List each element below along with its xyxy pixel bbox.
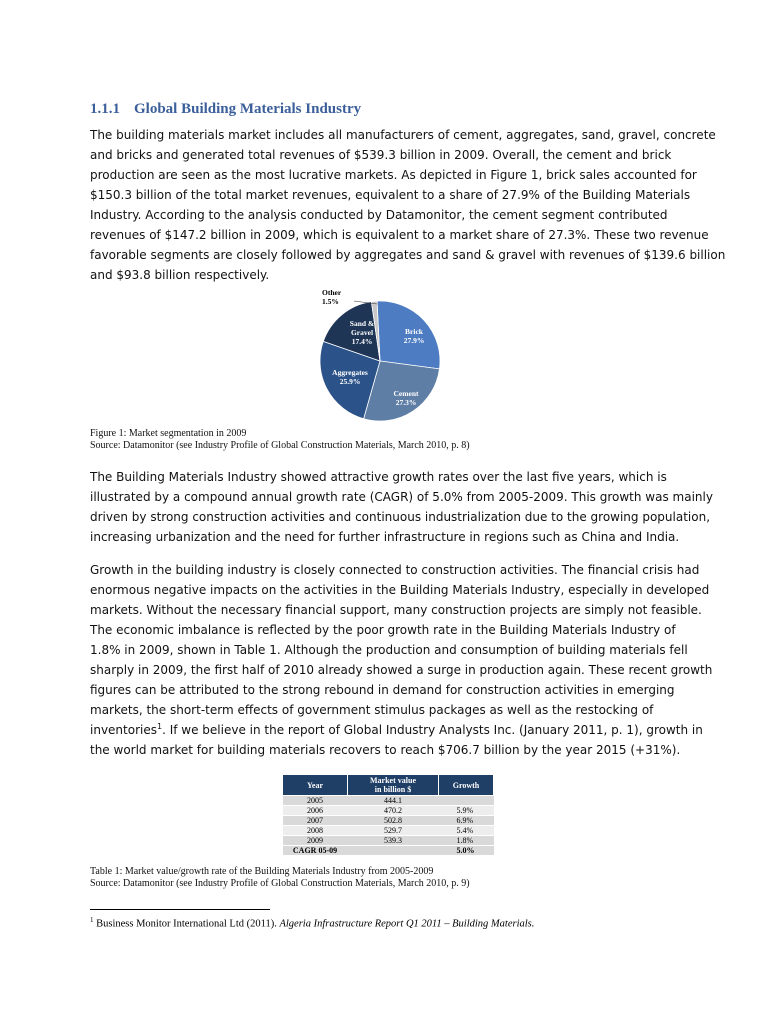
inventories-word: inventories	[90, 723, 157, 737]
footnote-divider	[90, 909, 270, 910]
table-cell-cagr-label: CAGR 05-09	[283, 846, 348, 856]
text-line: The economic imbalance is reflected by the poor growth rate in the Building Materials Industry of	[90, 623, 676, 637]
table-caption-title: Table 1: Market value/growth rate of the Building Materials Industry from 2005-2009	[90, 866, 434, 877]
table-header-growth: Growth	[439, 775, 494, 796]
footnote-mark: 1	[90, 916, 94, 924]
pie-label-sand-gravel-name-1: Sand &	[349, 319, 375, 328]
table-row	[283, 816, 494, 826]
text-line: markets. Without the necessary financial support, many construction projects are simply not feasible.	[90, 603, 702, 617]
text-line: illustrated by a compound annual growth rate (CAGR) of 5.0% from 2005-2009. This growth was mainly	[90, 490, 713, 504]
text-line: favorable segments are closely followed by aggregates and sand & gravel with revenues of $139.6 billion	[90, 248, 726, 262]
table-caption	[90, 866, 470, 890]
section-number: 1.1.1	[90, 101, 120, 117]
text-line: revenues of $147.2 billion in 2009, which is equivalent to a market share of 27.3%. These two revenue	[90, 228, 709, 242]
text-line: increasing urbanization and the need for further infrastructure in regions such as China and India.	[90, 530, 680, 544]
table-caption-source: Source: Datamonitor (see Industry Profile of Global Construction Materials, March 2010, p. 9)	[90, 878, 470, 889]
table-cell-growth: 5.9%	[439, 806, 494, 816]
table-cell-value: 502.8	[348, 816, 439, 826]
pie-label-cement-value: 27.3%	[395, 398, 417, 407]
table-header-market-value: Market value in billion $	[348, 775, 439, 796]
paragraph-financial-crisis	[90, 560, 713, 760]
pie-label-other-name: Other	[322, 288, 342, 297]
text-line: and bricks and generated total revenues of $539.3 billion in 2009. Overall, the cement and brick	[90, 148, 672, 162]
footnote-title: Algeria Infrastructure Report Q1 2011 – Building Materials.	[279, 918, 535, 930]
figure-caption-title: Figure 1: Market segmentation in 2009	[90, 428, 247, 439]
section-heading	[90, 101, 361, 118]
paragraph-market-overview	[90, 125, 726, 285]
table-cell-cagr-growth: 5.0%	[439, 846, 494, 856]
text-line: sharply in 2009, the first half of 2010 already showed a surge in production again. These recent growth	[90, 663, 713, 677]
text-line: enormous negative impacts on the activities in the Building Materials Industry, especially in developed	[90, 583, 710, 597]
table-cell-year: 2005	[283, 796, 348, 806]
text-line: Growth in the building industry is closely connected to construction activities. The financial crisis had	[90, 563, 700, 577]
pie-label-cement-name: Cement	[393, 389, 419, 398]
text-line: $150.3 billion of the total market revenues, equivalent to a share of 27.9% of the Building Materials	[90, 188, 691, 202]
text-line	[90, 720, 703, 740]
pie-label-other-value: 1.5%	[322, 297, 339, 306]
table-cell-value: 470.2	[348, 806, 439, 816]
figure-caption	[90, 428, 470, 452]
table-row	[283, 826, 494, 836]
table-cell-year: 2008	[283, 826, 348, 836]
market-value-table	[282, 774, 494, 856]
table-cell-year: 2007	[283, 816, 348, 826]
text-line: 1.8% in 2009, shown in Table 1. Although the production and consumption of building materials fell	[90, 643, 688, 657]
table-cell-value: 529.7	[348, 826, 439, 836]
text-line: figures can be attributed to the strong rebound in demand for construction activities in emerging	[90, 683, 675, 697]
table-row	[283, 796, 494, 806]
text-line: driven by strong construction activities and continuous industrialization due to the growing population,	[90, 510, 711, 524]
pie-label-sand-gravel-name-2: Gravel	[350, 328, 374, 337]
inventories-line-rest: . If we believe in the report of Global Industry Analysts Inc. (January 2011, p. 1), growth in	[162, 723, 703, 737]
table-header-year: Year	[283, 775, 348, 796]
pie-label-brick-value: 27.9%	[403, 336, 425, 345]
table-cell-value: 539.3	[348, 836, 439, 846]
table-cell-growth: 1.8%	[439, 836, 494, 846]
table-row-cagr	[283, 846, 494, 856]
text-line: markets, the short-term effects of government stimulus packages as well as the restocking of	[90, 703, 654, 717]
text-line: the world market for building materials recovers to reach $706.7 billion by the year 2015 (+31%).	[90, 743, 681, 757]
pie-label-brick-name: Brick	[405, 327, 423, 336]
pie-label-aggregates-value: 25.9%	[339, 377, 361, 386]
market-segmentation-pie-chart	[300, 284, 450, 424]
pie-label-aggregates-name: Aggregates	[332, 368, 368, 377]
footnote-reference[interactable]: 1	[156, 722, 163, 731]
table-cell-cagr-value	[348, 846, 439, 856]
table-cell-year: 2009	[283, 836, 348, 846]
table-row	[283, 836, 494, 846]
table-row	[283, 806, 494, 816]
table-cell-growth: 5.4%	[439, 826, 494, 836]
table-cell-growth: 6.9%	[439, 816, 494, 826]
text-line: production are seen as the most lucrative markets. As depicted in Figure 1, brick sales accounted for	[90, 168, 697, 182]
paragraph-growth-rates	[90, 467, 713, 547]
pie-label-sand-gravel-value: 17.4%	[351, 337, 373, 346]
text-line: The Building Materials Industry showed attractive growth rates over the last five years, which is	[90, 470, 667, 484]
table-cell-value: 444.1	[348, 796, 439, 806]
text-line: The building materials market includes all manufacturers of cement, aggregates, sand, gravel, concrete	[90, 128, 716, 142]
section-title: Global Building Materials Industry	[134, 101, 362, 117]
table-cell-growth	[439, 796, 494, 806]
footnote	[90, 916, 534, 930]
text-line: and $93.8 billion respectively.	[90, 268, 270, 282]
text-line: Industry. According to the analysis conducted by Datamonitor, the cement segment contributed	[90, 208, 668, 222]
figure-caption-source: Source: Datamonitor (see Industry Profile of Global Construction Materials, March 2010, p. 8)	[90, 440, 470, 451]
footnote-text: Business Monitor International Ltd (2011).	[93, 918, 280, 930]
table-cell-year: 2006	[283, 806, 348, 816]
